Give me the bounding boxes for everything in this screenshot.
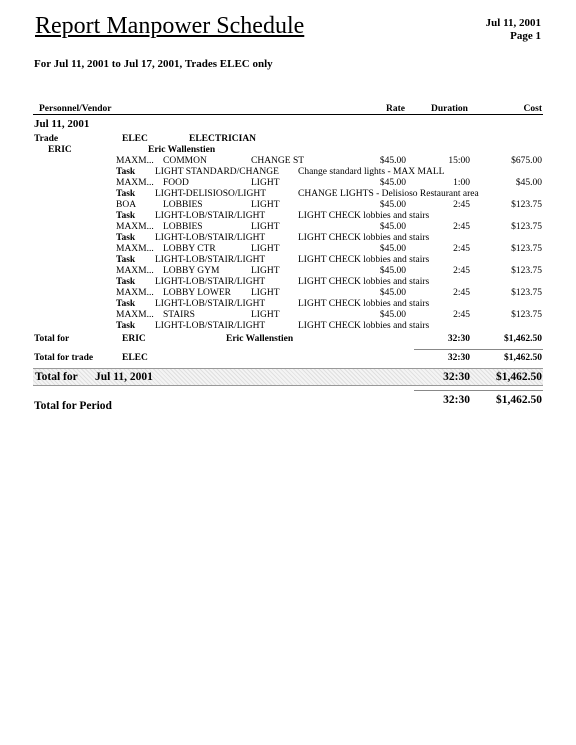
person-code: ERIC bbox=[48, 145, 72, 155]
task-label: Task bbox=[116, 233, 136, 243]
entry-type: LIGHT bbox=[251, 200, 280, 210]
entry-cost: $123.75 bbox=[511, 288, 542, 298]
total-trade-label: Total for trade bbox=[34, 353, 94, 363]
task-description: LIGHT CHECK lobbies and stairs bbox=[298, 233, 430, 243]
entry-vendor: MAXM... bbox=[116, 310, 154, 320]
entry-type: CHANGE ST bbox=[251, 156, 305, 166]
entry-duration: 15:00 bbox=[448, 156, 470, 166]
subtotal-rule bbox=[414, 349, 543, 350]
entry-category: FOOD bbox=[163, 178, 189, 188]
entry-vendor: MAXM... bbox=[116, 222, 154, 232]
entry-rate: $45.00 bbox=[379, 244, 406, 254]
task-code: LIGHT-LOB/STAIR/LIGHT bbox=[155, 211, 266, 221]
entry-vendor: MAXM... bbox=[116, 156, 154, 166]
trade-name: ELECTRICIAN bbox=[189, 134, 257, 144]
report-subtitle: For Jul 11, 2001 to Jul 17, 2001, Trades ELEC only bbox=[34, 58, 273, 70]
entry-vendor: BOA bbox=[116, 200, 137, 210]
column-header-personnel: Personnel/Vendor bbox=[39, 104, 112, 114]
task-label: Task bbox=[116, 255, 136, 265]
total-date-cost: $1,462.50 bbox=[496, 371, 542, 383]
entry-rate: $45.00 bbox=[379, 288, 406, 298]
task-label: Task bbox=[116, 211, 136, 221]
task-code: LIGHT-LOB/STAIR/LIGHT bbox=[155, 255, 266, 265]
entry-vendor: MAXM... bbox=[116, 178, 154, 188]
entry-cost: $123.75 bbox=[511, 244, 542, 254]
period-label-row bbox=[0, 399, 576, 413]
total-date-row bbox=[0, 370, 576, 384]
entry-cost: $45.00 bbox=[515, 178, 542, 188]
total-person-duration: 32:30 bbox=[447, 334, 470, 344]
entry-category: LOBBY LOWER bbox=[163, 288, 231, 298]
task-description: LIGHT CHECK lobbies and stairs bbox=[298, 211, 430, 221]
task-description: CHANGE LIGHTS - Delisioso Restaurant area bbox=[298, 189, 479, 199]
task-row bbox=[0, 321, 576, 332]
entry-row bbox=[0, 266, 576, 277]
section-date: Jul 11, 2001 bbox=[34, 118, 90, 130]
entry-cost: $123.75 bbox=[511, 310, 542, 320]
person-name: Eric Wallenstien bbox=[148, 145, 216, 155]
task-row bbox=[0, 211, 576, 222]
entry-cost: $123.75 bbox=[511, 200, 542, 210]
entry-rate: $45.00 bbox=[379, 310, 406, 320]
task-code: LIGHT-LOB/STAIR/LIGHT bbox=[155, 299, 266, 309]
entry-rate: $45.00 bbox=[379, 222, 406, 232]
entry-rate: $45.00 bbox=[379, 200, 406, 210]
total-person-name: Eric Wallenstien bbox=[226, 334, 294, 344]
entry-duration: 2:45 bbox=[453, 310, 470, 320]
task-row bbox=[0, 255, 576, 266]
total-person-cost: $1,462.50 bbox=[504, 334, 542, 344]
entry-category: LOBBIES bbox=[163, 200, 203, 210]
report-date: Jul 11, 2001 bbox=[485, 17, 541, 29]
entry-duration: 1:00 bbox=[453, 178, 470, 188]
entry-type: LIGHT bbox=[251, 288, 280, 298]
entry-vendor: MAXM... bbox=[116, 244, 154, 254]
task-row bbox=[0, 233, 576, 244]
entry-row bbox=[0, 178, 576, 189]
total-date-value: Jul 11, 2001 bbox=[95, 371, 153, 383]
entry-cost: $123.75 bbox=[511, 266, 542, 276]
column-header-rate: Rate bbox=[386, 104, 405, 114]
trade-code: ELEC bbox=[122, 134, 148, 144]
entry-row bbox=[0, 310, 576, 321]
task-row bbox=[0, 167, 576, 178]
entry-category: LOBBY GYM bbox=[163, 266, 220, 276]
total-person-label: Total for bbox=[34, 334, 70, 344]
task-label: Task bbox=[116, 167, 136, 177]
report-title: Report Manpower Schedule bbox=[35, 13, 305, 39]
total-trade-duration: 32:30 bbox=[447, 353, 470, 363]
total-period-cost: $1,462.50 bbox=[496, 394, 542, 406]
total-trade-cost: $1,462.50 bbox=[504, 353, 542, 363]
entry-duration: 2:45 bbox=[453, 244, 470, 254]
entry-duration: 2:45 bbox=[453, 288, 470, 298]
trade-row bbox=[0, 134, 576, 145]
total-person-code: ERIC bbox=[122, 334, 146, 344]
period-rule bbox=[414, 390, 543, 391]
entry-category: LOBBIES bbox=[163, 222, 203, 232]
total-date-label: Total for bbox=[35, 371, 78, 383]
entry-type: LIGHT bbox=[251, 178, 280, 188]
entry-type: LIGHT bbox=[251, 310, 280, 320]
entry-cost: $675.00 bbox=[511, 156, 542, 166]
entry-category: COMMON bbox=[163, 156, 207, 166]
task-row bbox=[0, 277, 576, 288]
task-row bbox=[0, 299, 576, 310]
total-date-duration: 32:30 bbox=[443, 371, 470, 383]
entry-row bbox=[0, 222, 576, 233]
entry-rate: $45.00 bbox=[379, 178, 406, 188]
total-period-duration: 32:30 bbox=[443, 394, 470, 406]
task-label: Task bbox=[116, 299, 136, 309]
column-header-duration: Duration bbox=[431, 104, 468, 114]
page-number: Page 1 bbox=[510, 30, 541, 42]
total-trade-code: ELEC bbox=[122, 353, 148, 363]
entry-duration: 2:45 bbox=[453, 266, 470, 276]
entry-duration: 2:45 bbox=[453, 200, 470, 210]
task-label: Task bbox=[116, 277, 136, 287]
task-description: LIGHT CHECK lobbies and stairs bbox=[298, 255, 430, 265]
column-header-cost: Cost bbox=[523, 104, 542, 114]
task-code: LIGHT-DELISIOSO/LIGHT bbox=[155, 189, 266, 199]
entry-category: STAIRS bbox=[163, 310, 195, 320]
entry-vendor: MAXM... bbox=[116, 266, 154, 276]
task-description: LIGHT CHECK lobbies and stairs bbox=[298, 321, 430, 331]
task-label: Task bbox=[116, 321, 136, 331]
header-rule bbox=[33, 114, 543, 115]
entry-rate: $45.00 bbox=[379, 156, 406, 166]
entry-category: LOBBY CTR bbox=[163, 244, 216, 254]
trade-label: Trade bbox=[34, 134, 59, 144]
entry-row bbox=[0, 244, 576, 255]
entry-row bbox=[0, 200, 576, 211]
person-row bbox=[0, 145, 576, 156]
task-code: LIGHT-LOB/STAIR/LIGHT bbox=[155, 321, 266, 331]
task-code: LIGHT-LOB/STAIR/LIGHT bbox=[155, 277, 266, 287]
task-row bbox=[0, 189, 576, 200]
entry-rate: $45.00 bbox=[379, 266, 406, 276]
task-description: LIGHT CHECK lobbies and stairs bbox=[298, 277, 430, 287]
entry-duration: 2:45 bbox=[453, 222, 470, 232]
entry-row bbox=[0, 156, 576, 167]
task-description: LIGHT CHECK lobbies and stairs bbox=[298, 299, 430, 309]
entry-type: LIGHT bbox=[251, 244, 280, 254]
entry-type: LIGHT bbox=[251, 266, 280, 276]
total-person-row bbox=[0, 334, 576, 345]
entry-cost: $123.75 bbox=[511, 222, 542, 232]
task-description: Change standard lights - MAX MALL bbox=[298, 167, 445, 177]
total-trade-row bbox=[0, 353, 576, 364]
entry-type: LIGHT bbox=[251, 222, 280, 232]
total-period-label: Total for Period bbox=[34, 400, 112, 412]
entry-vendor: MAXM... bbox=[116, 288, 154, 298]
task-code: LIGHT-LOB/STAIR/LIGHT bbox=[155, 233, 266, 243]
task-label: Task bbox=[116, 189, 136, 199]
entry-row bbox=[0, 288, 576, 299]
task-code: LIGHT STANDARD/CHANGE bbox=[155, 167, 279, 177]
